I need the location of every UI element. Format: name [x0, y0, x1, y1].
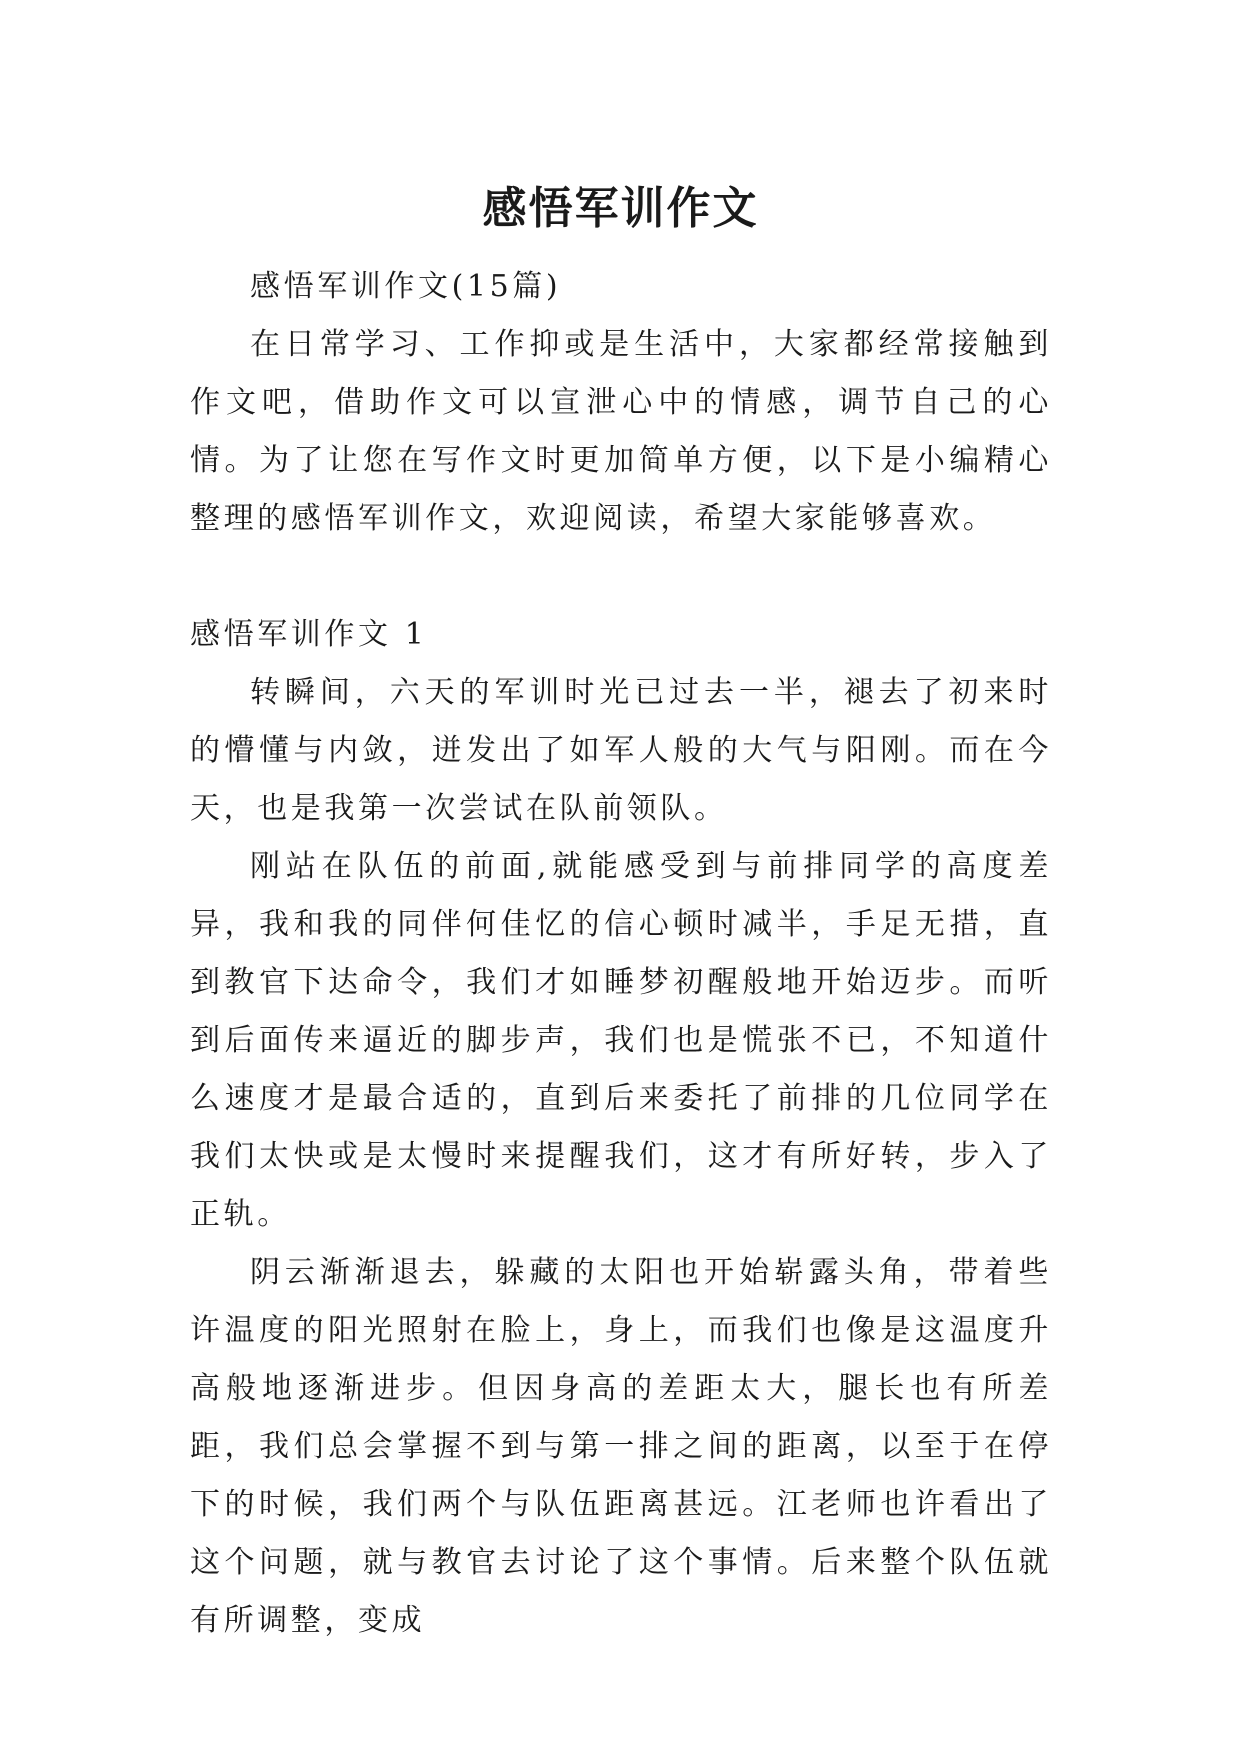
body-paragraph: 刚站在队伍的前面,就能感受到与前排同学的高度差异，我和我的同伴何佳忆的信心顿时减半，手足无措，直到教官下达命令，我们才如睡梦初醒般地开始迈步。而听到后面传来逼近的脚步声，我们也是慌张不已，不知道什么速度才是最合适的，直到后来委托了前排的几位同学在我们太快或是太慢时来提醒我们，这才有所好转，步入了正轨。: [190, 849, 1052, 1232]
document-subtitle: 感悟军训作文(15篇): [250, 269, 562, 304]
body-paragraph: 阴云渐渐退去，躲藏的太阳也开始崭露头角，带着些许温度的阳光照射在脸上，身上，而我们也像是这温度升高般地逐渐进步。但因身高的差距太大，腿长也有所差距，我们总会掌握不到与第一排之间的距离，以至于在停下的时候，我们两个与队伍距离甚远。江老师也许看出了这个问题，就与教官去讨论了这个事情。后来整个队伍就有所调整，变成: [190, 1255, 1052, 1638]
section-heading: 感悟军训作文 1: [190, 617, 428, 652]
document-title: 感悟军训作文: [482, 183, 759, 235]
body-paragraph: 转瞬间，六天的军训时光已过去一半，褪去了初来时的懵懂与内敛，迸发出了如军人般的大气与阳刚。而在今天，也是我第一次尝试在队前领队。: [190, 675, 1052, 826]
section-spacer: [190, 548, 1052, 606]
intro-paragraph: 在日常学习、工作抑或是生活中，大家都经常接触到作文吧，借助作文可以宣泄心中的情感，调节自己的心情。为了让您在写作文时更加简单方便，以下是小编精心整理的感悟军训作文，欢迎阅读，希望大家能够喜欢。: [190, 327, 1052, 536]
document-body: [190, 258, 1052, 1650]
